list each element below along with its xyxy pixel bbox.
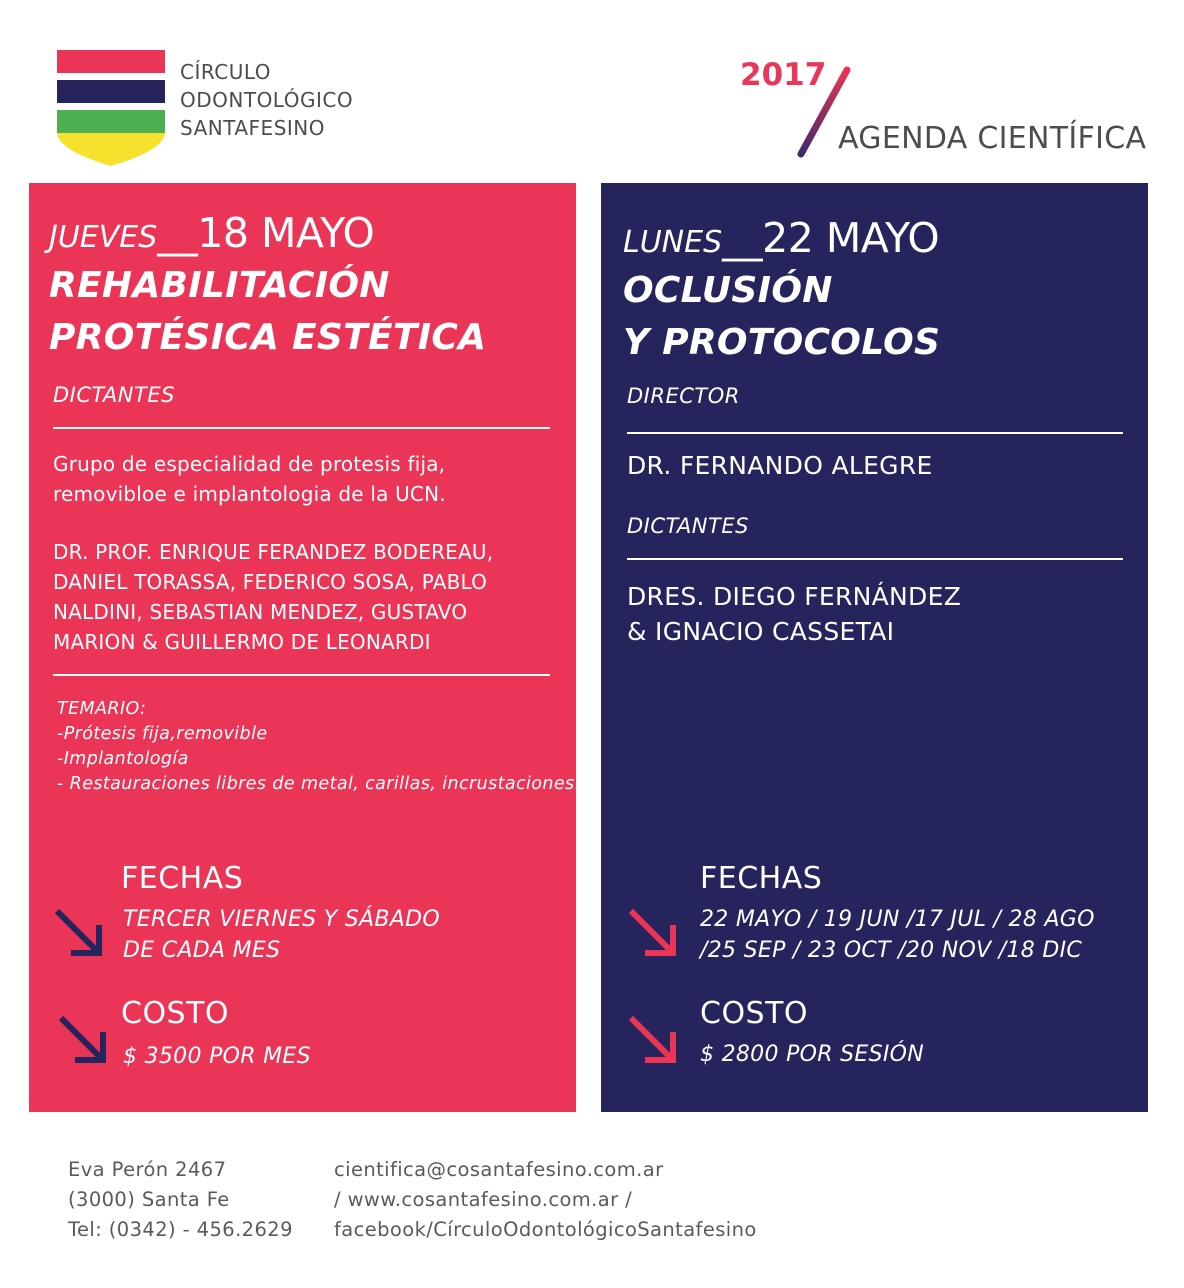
names-line-3: NALDINI, SEBASTIAN MENDEZ, GUSTAVO [53, 600, 468, 624]
course-date-line [49, 209, 374, 257]
fechas-value-line-1: 22 MAYO / 19 JUN /17 JUL / 28 AGO [700, 907, 1095, 932]
course-panel-oclusion [601, 183, 1148, 1112]
names-line-4: MARION & GUILLERMO DE LEONARDI [53, 630, 431, 654]
names-line-2: DANIEL TORASSA, FEDERICO SOSA, PABLO [53, 570, 488, 594]
costo-label: COSTO [121, 996, 230, 1031]
director-name: DR. FERNANDO ALEGRE [627, 451, 933, 480]
costo-value: $ 2800 POR SESIÓN [700, 1042, 925, 1067]
dictantes-label: DICTANTES [627, 514, 749, 538]
course-title-line-2: Y PROTOCOLOS [623, 322, 941, 363]
course-title-line-1: REHABILITACIÓN [49, 265, 390, 306]
course-title [623, 265, 940, 369]
arrow-down-right-icon [53, 1010, 113, 1070]
course-day: LUNES [623, 225, 723, 260]
temario-item: - Restauraciones libres de metal, carillas, incrustaciones. [57, 774, 581, 794]
org-name-line-2: ODONTOLÓGICO [180, 88, 354, 112]
group-line-2: removibloe e implantologia de la UCN. [53, 482, 446, 506]
course-title-line-1: OCLUSIÓN [623, 270, 833, 311]
shield-flag-icon [57, 50, 165, 166]
org-name [180, 58, 353, 142]
footer-contact [334, 1155, 757, 1245]
divider [627, 432, 1123, 434]
divider [627, 558, 1123, 560]
date-separator: __ [722, 214, 763, 262]
fechas-value [700, 904, 1095, 966]
group-line-1: Grupo de especialidad de protesis fija, [53, 452, 446, 476]
address-line-1: Eva Perón 2467 [68, 1158, 227, 1181]
org-name-line-1: CÍRCULO [180, 60, 272, 84]
email-link[interactable]: cientifica@cosantafesino.com.ar [334, 1158, 664, 1181]
temario [57, 697, 581, 797]
org-name-line-3: SANTAFESINO [180, 116, 325, 140]
costo-value: $ 3500 POR MES [123, 1044, 311, 1069]
agenda-title: AGENDA CIENTÍFICA [838, 121, 1147, 156]
names-line-1: DR. PROF. ENRIQUE FERANDEZ BODEREAU, [53, 540, 494, 564]
temario-item: -Prótesis fija,removible [57, 724, 268, 744]
address-line-2: (3000) Santa Fe [68, 1188, 230, 1211]
fechas-value-line-2: DE CADA MES [123, 938, 281, 963]
temario-item: -Implantología [57, 749, 189, 769]
course-title [49, 260, 486, 364]
course-panel-rehabilitacion [29, 183, 581, 1112]
dictantes-names [627, 579, 961, 649]
fechas-value [123, 904, 440, 966]
fechas-value-line-2: /25 SEP / 23 OCT /20 NOV /18 DIC [700, 938, 1083, 963]
costo-label: COSTO [700, 996, 809, 1031]
arrow-down-right-icon [623, 1010, 683, 1070]
phone-line: Tel: (0342) - 456.2629 [68, 1218, 293, 1241]
course-date-line [623, 214, 939, 262]
course-date: 18 MAYO [197, 209, 375, 257]
fechas-label: FECHAS [121, 861, 244, 896]
dictantes-line-1: DRES. DIEGO FERNÁNDEZ [627, 582, 962, 611]
footer-address [68, 1155, 293, 1245]
dictantes-label: DICTANTES [53, 383, 175, 407]
dictantes-names [53, 537, 493, 657]
fechas-label: FECHAS [700, 861, 823, 896]
website-link[interactable]: / www.cosantafesino.com.ar / [334, 1188, 633, 1211]
fechas-value-line-1: TERCER VIERNES Y SÁBADO [123, 907, 440, 932]
group-description [53, 449, 446, 509]
facebook-link[interactable]: facebook/CírculoOdontológicoSantafesino [334, 1218, 757, 1241]
course-day: JUEVES [49, 220, 158, 255]
course-date: 22 MAYO [762, 214, 940, 262]
divider [53, 674, 550, 676]
course-title-line-2: PROTÉSICA ESTÉTICA [49, 317, 487, 358]
temario-heading: TEMARIO: [57, 699, 147, 719]
date-separator: __ [157, 209, 198, 257]
divider [53, 427, 550, 429]
director-label: DIRECTOR [627, 384, 740, 408]
dictantes-line-2: & IGNACIO CASSETAI [627, 617, 895, 646]
arrow-down-right-icon [49, 903, 109, 963]
year: 2017 [740, 57, 827, 93]
arrow-down-right-icon [623, 903, 683, 963]
